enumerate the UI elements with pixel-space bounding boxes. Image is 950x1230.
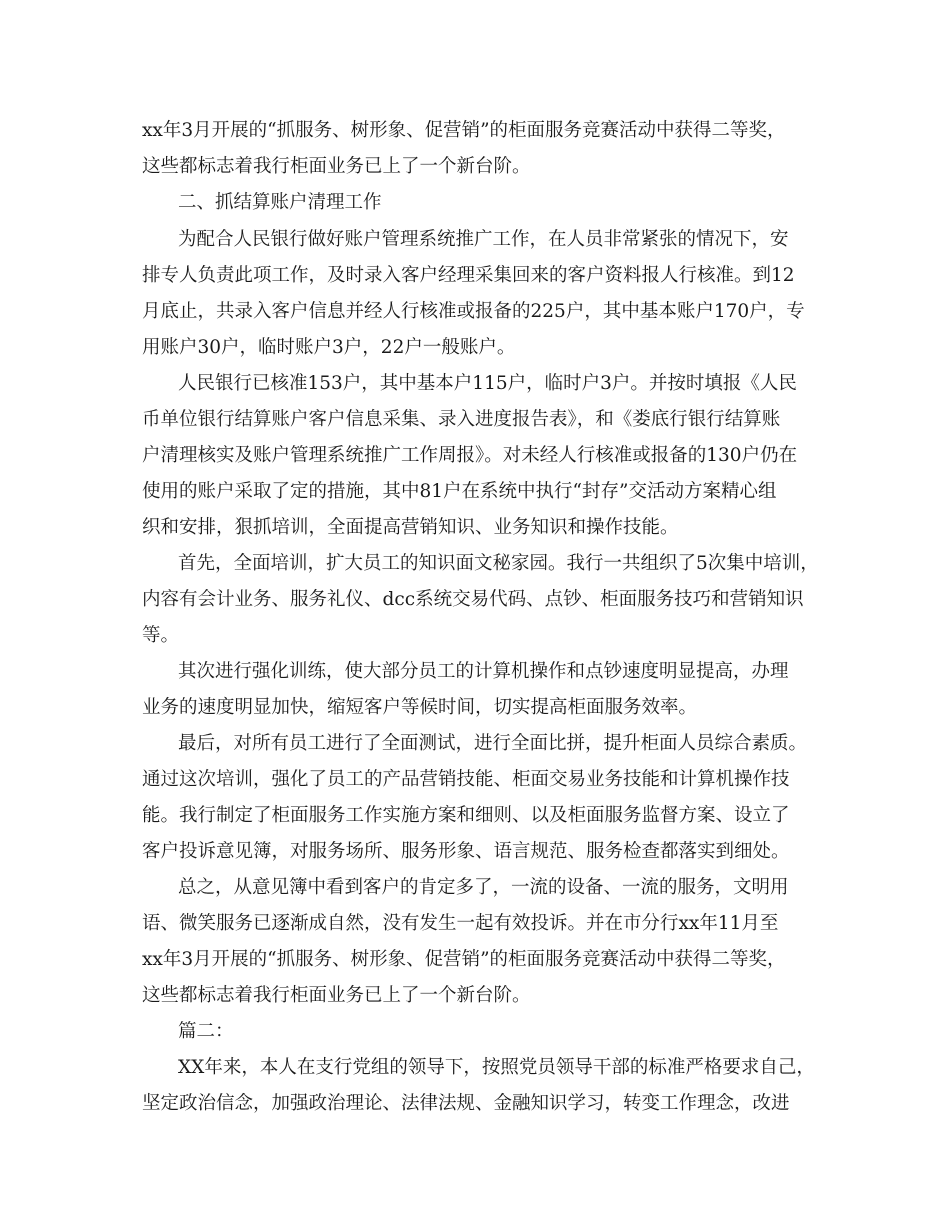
text-line: 内容有会计业务、服务礼仪、dcc系统交易代码、点钞、柜面服务技巧和营销知识 (142, 589, 804, 610)
text-line: 这些都标志着我行柜面业务已上了一个新台阶。 (142, 985, 531, 1006)
text-line: 总之，从意见簿中看到客户的肯定多了，一流的设备、一流的服务，文明用 (178, 877, 789, 898)
text-line: XX年来，本人在支行党组的领导下，按照党员领导干部的标准严格要求自己， (178, 1057, 815, 1078)
section-heading: 篇二： (178, 1021, 234, 1042)
text-line: 为配合人民银行做好账户管理系统推广工作，在人员非常紧张的情况下，安 (178, 229, 789, 250)
text-line: 客户投诉意见簿，对服务场所、服务形象、语言规范、服务检查都落实到细处。 (142, 841, 790, 862)
text-line: 首先，全面培训，扩大员工的知识面文秘家园。我行一共组织了5次集中培训， (178, 553, 819, 574)
text-line: 织和安排，狠抓培训，全面提高营销知识、业务知识和操作技能。 (142, 517, 679, 538)
section-heading: 二、抓结算账户清理工作 (178, 192, 382, 213)
text-line: 人民银行已核准153户，其中基本户115户，临时户3户。并按时填报《人民 (178, 373, 797, 394)
text-line: xx年3月开展的“抓服务、树形象、促营销”的柜面服务竞赛活动中获得二等奖， (142, 949, 786, 970)
text-line: 语、微笑服务已逐渐成自然，没有发生一起有效投诉。并在市分行xx年11月至 (142, 913, 779, 934)
text-line: 业务的速度明显加快，缩短客户等候时间，切实提高柜面服务效率。 (142, 697, 698, 718)
text-line: 排专人负责此项工作，及时录入客户经理采集回来的客户资料报人行核准。到12 (142, 265, 795, 286)
text-line: xx年3月开展的“抓服务、树形象、促营销”的柜面服务竞赛活动中获得二等奖， (142, 120, 786, 141)
text-line: 通过这次培训，强化了员工的产品营销技能、柜面交易业务技能和计算机操作技 (142, 769, 790, 790)
text-line: 使用的账户采取了定的措施，其中81户在系统中执行“封存”交活动方案精心组 (142, 481, 777, 502)
text-line: 户清理核实及账户管理系统推广工作周报》。对未经人行核准或报备的130户仍在 (142, 445, 798, 466)
text-line: 最后，对所有员工进行了全面测试，进行全面比拼，提升柜面人员综合素质。 (178, 733, 808, 754)
text-line: 其次进行强化训练，使大部分员工的计算机操作和点钞速度明显提高，办理 (178, 661, 789, 682)
text-line: 币单位银行结算账户客户信息采集、录入进度报告表》，和《娄底行银行结算账 (142, 409, 781, 430)
text-line: 月底止，共录入客户信息并经人行核准或报备的225户，其中基本账户170户，专 (142, 301, 805, 322)
text-line: 用账户30户，临时账户3户，22户一般账户。 (142, 337, 516, 358)
text-line: 等。 (142, 625, 180, 646)
text-line: 这些都标志着我行柜面业务已上了一个新台阶。 (142, 156, 531, 177)
text-line: 能。我行制定了柜面服务工作实施方案和细则、以及柜面服务监督方案、设立了 (142, 805, 790, 826)
text-line: 坚定政治信念，加强政治理论、法律法规、金融知识学习，转变工作理念，改进 (142, 1093, 790, 1114)
